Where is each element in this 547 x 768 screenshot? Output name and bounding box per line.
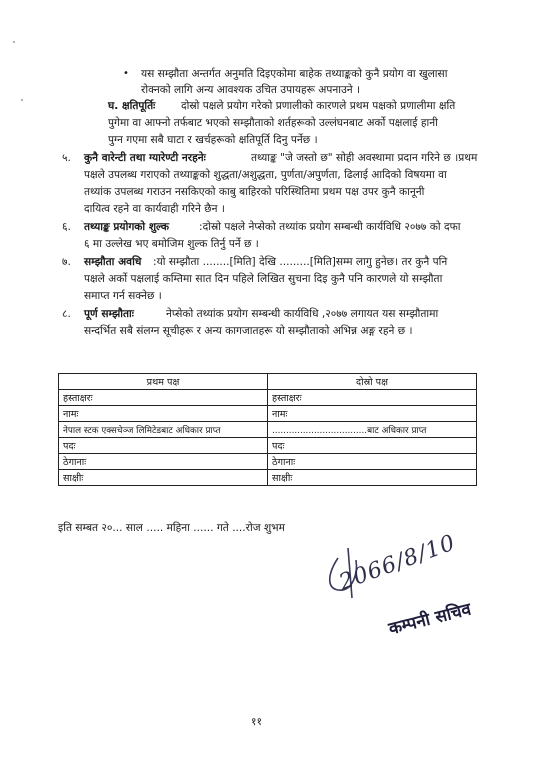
table-cell: नामः — [59, 406, 268, 422]
item7-line-2: पक्षले अर्को पक्षलाई कम्तिमा सात दिन पहिले लिखित सुचना दिइ कुनै पनि कारणले यो सम्झौता — [84, 273, 443, 285]
item5-number: ५. — [62, 152, 71, 164]
item5-label: कुनै वारेन्टी तथा ग्यारेण्टी नरहनेः — [84, 152, 206, 164]
table-row — [59, 422, 477, 438]
table-cell: हस्ताक्षरः — [268, 390, 477, 406]
item-gha-label: घ. क्षतिपूर्तिः — [108, 100, 156, 112]
table-cell: हस्ताक्षरः — [59, 390, 268, 406]
table-row — [59, 454, 477, 470]
scan-speck — [13, 41, 15, 43]
item7-line-3: समाप्त गर्न सक्नेछ । — [84, 290, 162, 302]
table-cell: साक्षीः — [268, 470, 477, 486]
table-cell: ठेगानाः — [268, 454, 477, 470]
item-gha-line-2: पुगेमा वा आफ्नो तर्फबाट भएको सम्झौताको शर्तहरूको उल्लंघनबाट अर्को पक्षलाई हानी — [108, 117, 438, 129]
table-cell: पदः — [59, 438, 268, 454]
item5-line-1: तथ्याङ्क "जे जस्तो छ" सोही अवस्थामा प्रदान गरिने छ ।प्रथम — [251, 152, 478, 164]
item5-line-3: तथ्यांक उपलब्ध गराउन नसकिएको काबु बाहिरको परिस्थितिमा प्रथम पक्ष उपर कुनै कानूनी — [84, 186, 425, 198]
item7-label: सम्झौता अवधि — [84, 256, 142, 268]
item5-line-4: दायित्व रहने वा कार्यवाही गरिने छैन । — [84, 203, 225, 215]
table-row — [59, 438, 477, 454]
signature-table — [58, 373, 477, 486]
item8-line-2: सन्दर्भित सबै संलग्न सूचीहरू र अन्य कागजातहरू यो सम्झौताको अभिन्न अङ्ग रहने छ । — [84, 325, 413, 337]
table-cell: पदः — [268, 438, 477, 454]
table-cell: नामः — [268, 406, 477, 422]
item-gha-line-1: दोस्रो पक्षले प्रयोग गरेको प्रणालीको कारणले प्रथम पक्षको प्रणालीमा क्षति — [181, 100, 456, 112]
item8-line-1: नेप्सेको तथ्यांक प्रयोग सम्बन्धी कार्यविधि ,२०७७ लगायत यस सम्झौतामा — [166, 308, 439, 320]
table-row — [59, 470, 477, 486]
bullet-line-1: यस सम्झौता अन्तर्गत अनुमति दिइएकोमा बाहेक तथ्याङ्कको कुनै प्रयोग वा खुलासा — [141, 68, 448, 80]
table-row — [59, 390, 477, 406]
header-first-party: प्रथम पक्ष — [59, 374, 268, 390]
page-number: ११ — [251, 716, 263, 728]
item7-line-1: :यो सम्झौता ........[मिति] देखि .........[मिति]सम्म लागु हुनेछ। तर कुनै पनि — [153, 256, 448, 268]
table-cell: ..................................बाट अधिकार प्राप्त — [268, 422, 477, 438]
header-second-party: दोस्रो पक्ष — [268, 374, 477, 390]
closing-line: इति सम्बत २०... साल ..... महिना ...... गते ....रोज शुभम — [58, 522, 285, 534]
item6-label: तथ्याङ्क प्रयोगको शुल्क — [84, 221, 169, 233]
item6-number: ६. — [62, 221, 71, 233]
company-secretary-stamp: कम्पनी सचिव — [386, 599, 474, 640]
bullet-icon: • — [123, 68, 129, 79]
bullet-line-2: रोक्नको लागि अन्य आवश्यक उचित उपायहरू अपनाउने । — [141, 84, 361, 96]
item6-line-2: ६ मा उल्लेख भए बमोजिम शुल्क तिर्नु पर्ने छ । — [84, 238, 259, 250]
item7-number: ७. — [62, 256, 71, 268]
table-cell: नेपाल स्टक एक्सचेञ्ज लिमिटेडबाट अधिकार प्राप्त — [59, 422, 268, 438]
item8-label: पूर्ण सम्झौताः — [84, 308, 134, 320]
table-row — [59, 406, 477, 422]
item8-number: ८. — [62, 308, 71, 320]
scan-speck — [21, 99, 23, 101]
item5-line-2: पक्षले उपलब्ध गराएको तथ्याङ्कको शुद्धता/अशुद्धता, पुर्णता/अपुर्णता, ढिलाई आदिको विषयमा वा — [84, 169, 447, 181]
item6-line-1: :दोस्रो पक्षले नेप्सेको तथ्यांक प्रयोग सम्बन्धी कार्यविधि २०७७ को दफा — [199, 221, 461, 233]
handwritten-date: 2066/8/10 — [336, 530, 460, 596]
table-cell: साक्षीः — [59, 470, 268, 486]
table-header-row — [59, 374, 477, 390]
item-gha-line-3: पुग्न गएमा सबै घाटा र खर्चहरूको क्षतिपूर्ति दिनु पर्नेछ । — [108, 134, 318, 146]
table-cell: ठेगानाः — [59, 454, 268, 470]
